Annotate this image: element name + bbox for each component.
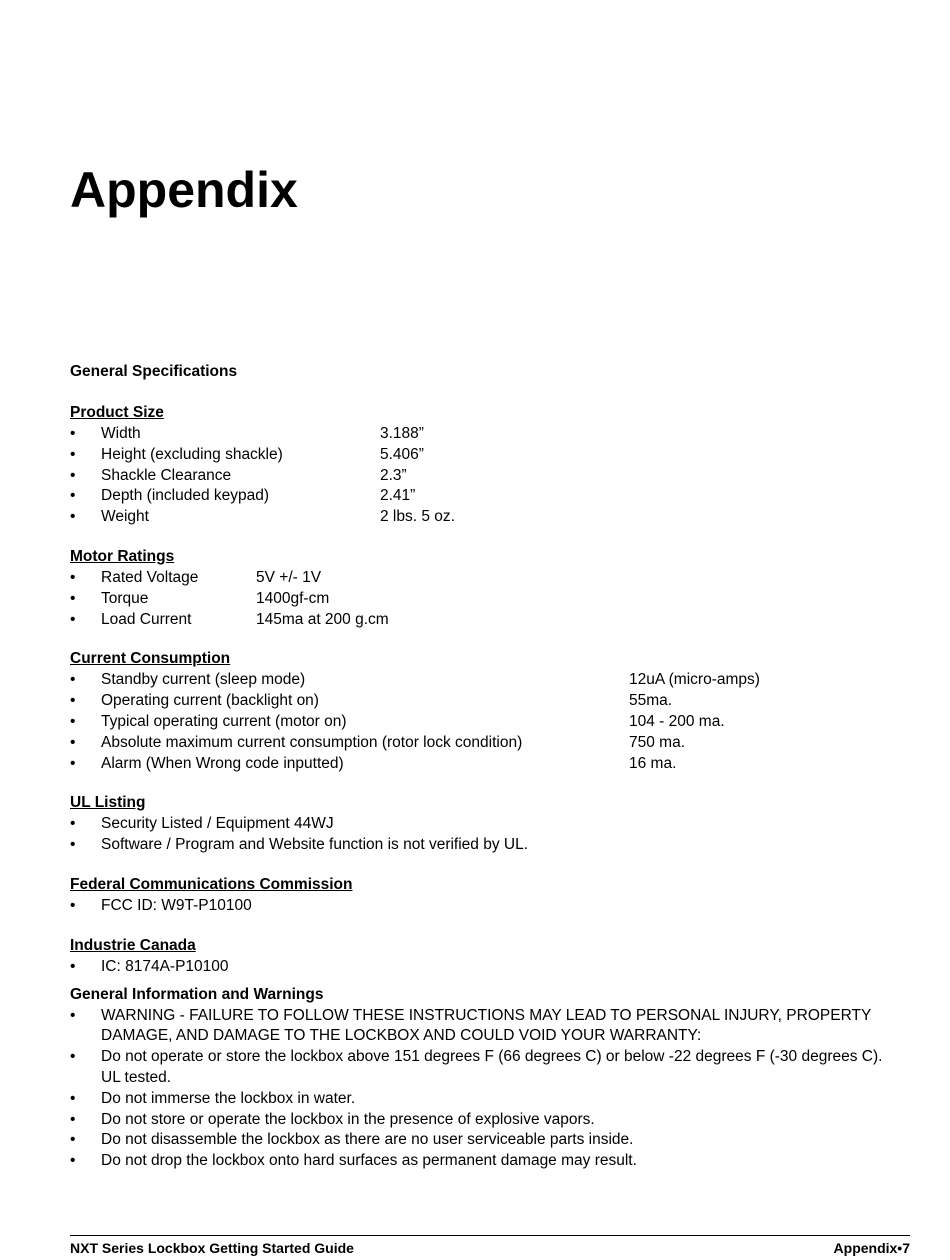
spec-value: 12uA (micro-amps): [629, 671, 760, 689]
bullet-icon: •: [70, 445, 76, 463]
list-item: [70, 424, 890, 445]
bullet-icon: •: [70, 1006, 76, 1024]
list-item: [70, 814, 890, 835]
general-information-section: [70, 985, 890, 1172]
bullet-icon: •: [70, 1048, 76, 1066]
bullet-icon: •: [70, 836, 76, 854]
spec-label: Load Current: [101, 610, 192, 628]
bullet-icon: •: [70, 487, 76, 505]
list-item: [70, 1047, 890, 1089]
general-information-heading: General Information and Warnings: [70, 985, 324, 1003]
list-item-text: Security Listed / Equipment 44WJ: [101, 815, 334, 833]
list-item: [70, 712, 890, 733]
spec-value: 16 ma.: [629, 754, 677, 772]
page-footer: [70, 1235, 910, 1257]
current-consumption-list: [70, 670, 890, 774]
spec-label: Shackle Clearance: [101, 466, 232, 484]
list-item: [70, 568, 890, 589]
list-item-text: Do not store or operate the lockbox in the presence of explosive vapors.: [101, 1110, 595, 1128]
list-item-text: Software / Program and Website function is not verified by UL.: [101, 836, 529, 854]
list-item: [70, 1089, 890, 1110]
bullet-icon: •: [70, 1089, 76, 1107]
footer-page-number: Appendix•7: [833, 1240, 910, 1256]
spec-value: 104 - 200 ma.: [629, 712, 725, 730]
spec-label: Torque: [101, 589, 149, 607]
list-item-text: FCC ID: W9T-P10100: [101, 896, 252, 914]
list-item: [70, 957, 890, 978]
list-item-text: Do not immerse the lockbox in water.: [101, 1089, 356, 1107]
spec-value: 2.3”: [380, 466, 407, 484]
list-item: [70, 1006, 890, 1048]
spec-label: Weight: [101, 508, 149, 526]
spec-label: Absolute maximum current consumption (rotor lock condition): [101, 733, 523, 751]
list-item: [70, 445, 890, 466]
bullet-icon: •: [70, 568, 76, 586]
list-item: [70, 896, 890, 917]
ul-listing-heading: UL Listing: [70, 794, 146, 812]
spec-label: Rated Voltage: [101, 568, 199, 586]
product-size-heading: Product Size: [70, 404, 164, 421]
list-item-text: IC: 8174A-P10100: [101, 957, 229, 975]
spec-value: 5.406”: [380, 445, 424, 463]
bullet-icon: •: [70, 733, 76, 751]
list-item: [70, 835, 890, 856]
spec-value: 3.188”: [380, 425, 424, 442]
list-item: [70, 486, 890, 507]
spec-label: Typical operating current (motor on): [101, 712, 347, 730]
bullet-icon: •: [70, 692, 76, 710]
spec-label: Width: [101, 425, 141, 442]
spec-value: 2 lbs. 5 oz.: [380, 508, 455, 526]
footer-guide-title: NXT Series Lockbox Getting Started Guide: [70, 1240, 354, 1256]
industrie-canada-list: [70, 957, 890, 978]
list-item-text: WARNING - FAILURE TO FOLLOW THESE INSTRUCTIONS MAY LEAD TO PERSONAL INJURY, PROPERTY DAMAGE, AND DAMAGE TO THE LOCKBOX AND COULD VOID YOUR WARRANTY:: [101, 1006, 872, 1045]
spec-label: Alarm (When Wrong code inputted): [101, 754, 344, 772]
spec-label: Depth (included keypad): [101, 487, 270, 505]
bullet-icon: •: [70, 1152, 76, 1170]
spec-label: Height (excluding shackle): [101, 445, 283, 463]
ul-listing-list: [70, 814, 890, 856]
current-consumption-heading: Current Consumption: [70, 650, 231, 668]
spec-value: 1400gf-cm: [256, 589, 330, 607]
bullet-icon: •: [70, 610, 76, 628]
list-item-text: Do not drop the lockbox onto hard surfaces as permanent damage may result.: [101, 1152, 637, 1170]
motor-ratings-list: [70, 568, 890, 630]
industrie-canada-heading: Industrie Canada: [70, 936, 196, 954]
bullet-icon: •: [70, 815, 76, 833]
bullet-icon: •: [70, 957, 76, 975]
bullet-icon: •: [70, 508, 76, 526]
list-item: [70, 691, 890, 712]
bullet-icon: •: [70, 589, 76, 607]
industrie-canada-section: [70, 936, 890, 978]
list-item: [70, 754, 890, 775]
spec-label: Standby current (sleep mode): [101, 671, 306, 689]
list-item: [70, 589, 890, 610]
motor-ratings-heading: Motor Ratings: [70, 547, 175, 565]
bullet-icon: •: [70, 425, 76, 442]
list-item-text: Do not operate or store the lockbox above 151 degrees F (66 degrees C) or below -22 degrees F (-30 degrees C). UL tested.: [101, 1048, 883, 1086]
page-title: Appendix: [70, 162, 298, 218]
fcc-list: [70, 896, 890, 917]
spec-label: Operating current (backlight on): [101, 692, 319, 710]
bullet-icon: •: [70, 896, 76, 914]
bullet-icon: •: [70, 1131, 76, 1149]
list-item: [70, 670, 890, 691]
spec-value: 145ma at 200 g.cm: [256, 610, 389, 628]
spec-value: 55ma.: [629, 692, 673, 710]
ul-listing-section: [70, 793, 890, 856]
motor-ratings-section: [70, 547, 890, 630]
list-item: [70, 733, 890, 754]
spec-value: 5V +/- 1V: [256, 568, 322, 586]
bullet-icon: •: [70, 466, 76, 484]
bullet-icon: •: [70, 712, 76, 730]
fcc-section: [70, 875, 890, 917]
bullet-icon: •: [70, 671, 76, 689]
general-specifications-title: General Specifications: [70, 363, 238, 380]
bullet-icon: •: [70, 754, 76, 772]
current-consumption-section: [70, 649, 890, 774]
bullet-icon: •: [70, 1110, 76, 1128]
warnings-list: [70, 1006, 890, 1172]
spec-value: 2.41”: [380, 487, 416, 505]
list-item-text: Do not disassemble the lockbox as there are no user serviceable parts inside.: [101, 1131, 634, 1149]
product-size-list: [70, 424, 890, 528]
fcc-heading: Federal Communications Commission: [70, 875, 353, 893]
spec-value: 750 ma.: [629, 733, 686, 751]
appendix-content: [70, 362, 890, 1191]
list-item: [70, 1151, 890, 1172]
list-item: [70, 507, 890, 528]
list-item: [70, 610, 890, 631]
list-item: [70, 1130, 890, 1151]
list-item: [70, 1110, 890, 1131]
list-item: [70, 466, 890, 487]
product-size-section: [70, 403, 890, 528]
